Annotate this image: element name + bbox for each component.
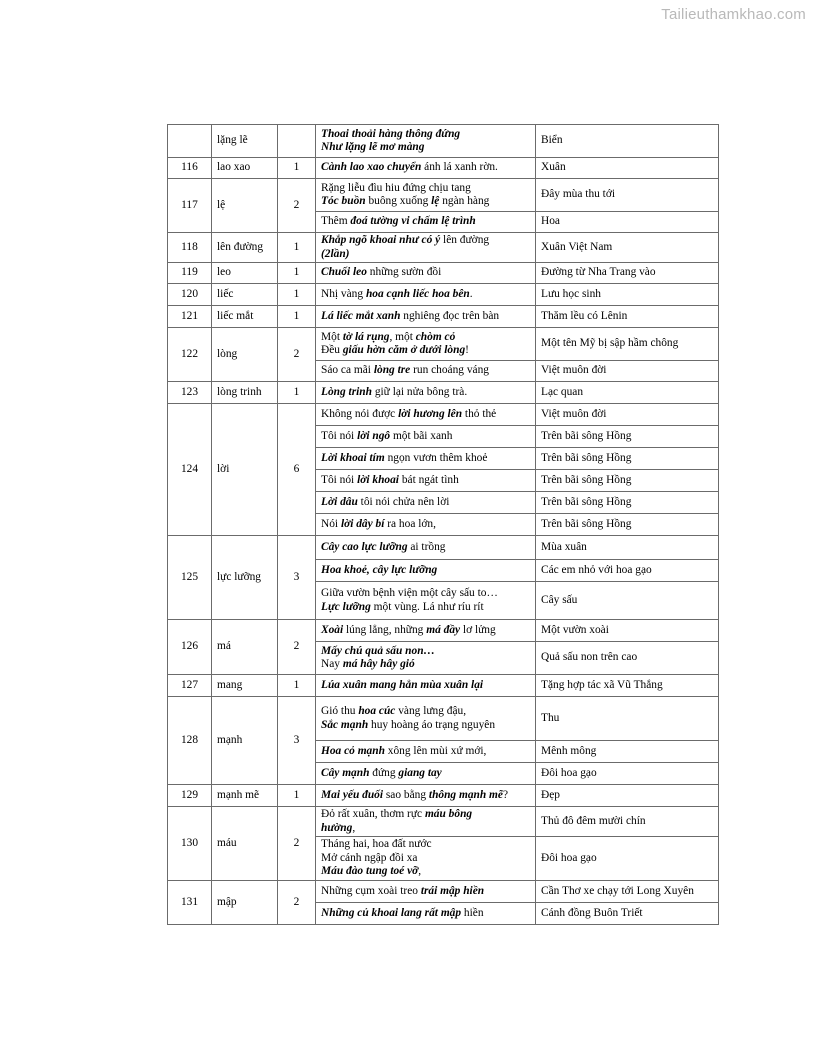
word-cell: lòng trinh [212,382,278,404]
emphasis-text: Máu đào tung toé vỡ [321,865,419,878]
example-cell [316,404,536,426]
table-row [168,306,719,328]
example-line [321,344,530,357]
example-cell [316,903,536,925]
source-cell: Biển [536,125,719,158]
example-cell [316,263,536,284]
example-cell [316,536,536,560]
plain-text: thỏ thẻ [462,407,497,420]
emphasis-text: Khắp ngõ khoai như có ý [321,234,441,247]
source-cell: Đôi hoa gạo [536,763,719,785]
example-line [321,310,530,323]
source-cell: Trên bãi sông Hồng [536,514,719,536]
emphasis-text: Xoài [321,623,344,636]
plain-text: một vùng. Lá như ríu rít [370,600,484,613]
word-cell: mang [212,675,278,697]
example-line [321,822,530,835]
plain-text: ! [465,344,469,356]
example-line [321,408,530,421]
word-cell: lên đường [212,233,278,263]
emphasis-text: Mai yếu đuối [321,788,384,801]
plain-text: bát ngát tình [398,473,459,486]
plain-text: Tôi nói [321,429,358,442]
source-cell: Đôi hoa gạo [536,837,719,881]
table-row [168,328,719,361]
example-line [321,141,530,154]
emphasis-text: máu bông [424,808,473,821]
count-cell: 1 [278,233,316,263]
emphasis-text: tờ lá rụng [342,330,390,343]
example-cell [316,620,536,642]
row-number: 120 [168,284,212,306]
emphasis-text: Cây mạnh [321,766,370,779]
plain-text: , [352,821,356,834]
plain-text: lơ lửng [460,623,496,636]
table-row [168,382,719,404]
example-line [321,885,530,898]
row-number: 123 [168,382,212,404]
example-line [321,331,530,344]
emphasis-text: Lúa xuân mang hẳn mùa xuân lại [321,678,484,691]
example-line [321,808,530,821]
example-line [321,288,530,301]
word-cell: lời [212,404,278,536]
source-cell: Mùa xuân [536,536,719,560]
plain-text: Đều [321,344,343,356]
source-cell: Trên bãi sông Hồng [536,470,719,492]
example-line [321,386,530,399]
emphasis-text: đoá tường vi chấm lệ trình [350,215,476,228]
emphasis-text: chòm cỏ [415,330,456,343]
source-cell: Thăm lều có Lênin [536,306,719,328]
example-line [321,161,530,174]
source-cell: Cần Thơ xe chạy tới Long Xuyên [536,881,719,903]
emphasis-text: Lòng trinh [321,385,372,398]
plain-text: xông lên mùi xứ mới, [384,744,487,757]
example-cell [316,675,536,697]
example-cell [316,763,536,785]
example-cell [316,284,536,306]
plain-text: Nay [321,658,343,670]
word-cell: lệ [212,179,278,233]
row-number: 118 [168,233,212,263]
plain-text: Một [321,330,343,343]
row-number: 131 [168,881,212,925]
count-cell: 2 [278,328,316,382]
emphasis-text: lòng tre [373,364,411,377]
emphasis-text: Hoa cỏ mạnh [321,744,385,757]
plain-text: nghiêng đọc trên bàn [400,309,500,322]
emphasis-text: má đầy [426,623,461,636]
example-cell [316,785,536,807]
example-cell [316,233,536,263]
example-line [321,865,530,878]
emphasis-text: giấu hờn căm ở dưới lòng [342,344,466,356]
example-cell [316,306,536,328]
table-row [168,620,719,642]
emphasis-text: Mấy chú quả sấu non… [321,644,435,657]
emphasis-text: Sắc mạnh [321,718,369,731]
example-cell [316,179,536,212]
example-line [321,474,530,487]
example-line [321,852,530,865]
example-line [321,745,530,758]
source-cell: Mênh mông [536,741,719,763]
example-line [321,587,530,600]
emphasis-text: lời khoai [357,473,399,486]
source-cell: Xuân [536,158,719,179]
plain-text: Không nói được [321,407,399,420]
example-cell [316,514,536,536]
example-line [321,767,530,780]
plain-text: Đỏ rất xuân, thơm rực [321,808,425,821]
count-cell: 1 [278,306,316,328]
count-cell: 3 [278,697,316,785]
example-cell [316,328,536,361]
count-cell: 1 [278,382,316,404]
plain-text: Sáo ca mãi [321,364,374,377]
example-cell [316,382,536,404]
example-cell [316,212,536,233]
source-cell: Xuân Việt Nam [536,233,719,263]
row-number: 125 [168,536,212,620]
count-cell: 1 [278,785,316,807]
example-cell [316,361,536,382]
plain-text: đứng [369,766,399,779]
example-line [321,564,530,577]
source-cell: Tặng hợp tác xã Vũ Thắng [536,675,719,697]
count-cell: 3 [278,536,316,620]
emphasis-text: lời hương lên [398,407,463,420]
source-cell: Đường từ Nha Trang vào [536,263,719,284]
emphasis-text: Thoai thoải hàng thông đứng [321,127,461,140]
emphasis-text: lời ngô [357,429,391,442]
row-number: 121 [168,306,212,328]
plain-text: tôi nói chửa nên lời [357,495,450,508]
row-number: 122 [168,328,212,382]
table-row [168,697,719,741]
row-number: 116 [168,158,212,179]
example-line [321,789,530,802]
word-cell: lòng [212,328,278,382]
row-number: 130 [168,807,212,881]
plain-text: , [418,865,422,878]
emphasis-text: (2lần) [321,247,350,260]
example-line [321,601,530,614]
plain-text: Tôi nói [321,473,358,486]
count-cell: 6 [278,404,316,536]
example-line [321,658,530,671]
emphasis-text: hoa cúc [358,705,396,718]
emphasis-text: giang tay [398,766,442,779]
example-line [321,452,530,465]
word-table [167,124,719,925]
plain-text: vàng lưng đậu, [395,705,467,718]
plain-text: ngàn hàng [439,195,490,207]
emphasis-text: Cây cao lực lưỡng [321,540,408,553]
row-number: 127 [168,675,212,697]
table-row [168,158,719,179]
emphasis-text: Cành lao xao chuyển [321,161,422,174]
example-cell [316,125,536,158]
plain-text: ? [502,788,509,801]
example-cell [316,881,536,903]
plain-text: ra hoa lớn, [384,517,436,530]
count-cell: 1 [278,675,316,697]
example-line [321,679,530,692]
count-cell: 1 [278,158,316,179]
example-cell [316,448,536,470]
plain-text: run choáng váng [410,364,489,377]
example-line [321,645,530,658]
emphasis-text: Lá liếc mắt xanh [321,309,401,322]
source-cell: Lưu học sinh [536,284,719,306]
plain-text: giữ lại nửa bông trà. [371,385,468,398]
row-number: 126 [168,620,212,675]
table-row [168,125,719,158]
example-cell [316,741,536,763]
example-cell [316,642,536,675]
source-cell: Trên bãi sông Hồng [536,448,719,470]
plain-text: Rặng liễu đìu hiu đứng chịu tang [321,181,471,194]
count-cell: 1 [278,263,316,284]
example-line [321,364,530,377]
source-cell: Cây sấu [536,582,719,620]
plain-text: lúng lẳng, những [343,623,427,636]
word-cell: mập [212,881,278,925]
plain-text: Những cụm xoài treo [321,884,421,897]
plain-text: sao bằng [383,788,429,801]
example-cell [316,837,536,881]
count-cell: 2 [278,881,316,925]
plain-text: ai trồng [407,540,446,553]
example-line [321,215,530,228]
source-cell: Việt muôn đời [536,404,719,426]
example-line [321,496,530,509]
word-cell: liếc [212,284,278,306]
row-number: 128 [168,697,212,785]
source-cell: Đây mùa thu tới [536,179,719,212]
plain-text: lên đường [440,234,490,247]
plain-text: , một [389,330,416,343]
example-line [321,248,530,261]
emphasis-text: trái mập hiền [420,884,485,897]
example-cell [316,158,536,179]
plain-text: Thêm [321,215,351,228]
word-cell: lặng lẽ [212,125,278,158]
emphasis-text: Chuối leo [321,266,367,279]
example-line [321,705,530,718]
example-line [321,541,530,554]
word-cell: má [212,620,278,675]
example-cell [316,582,536,620]
row-number: 124 [168,404,212,536]
plain-text: Mở cánh ngập đồi xa [321,851,418,864]
source-cell: Trên bãi sông Hồng [536,492,719,514]
table-row [168,807,719,837]
source-cell: Một vườn xoài [536,620,719,642]
count-cell: 2 [278,807,316,881]
example-line [321,518,530,531]
word-cell: mạnh mẽ [212,785,278,807]
emphasis-text: má hây hây gió [342,658,415,670]
example-line [321,128,530,141]
count-cell: 1 [278,284,316,306]
emphasis-text: Lời dâu [321,495,358,508]
word-cell: lao xao [212,158,278,179]
table-row [168,179,719,212]
source-cell: Quả sấu non trên cao [536,642,719,675]
count-cell: 2 [278,179,316,233]
plain-text: huy hoàng áo trạng nguyên [368,718,496,731]
source-cell: Trên bãi sông Hồng [536,426,719,448]
example-cell [316,492,536,514]
plain-text: Nói [321,517,341,530]
row-number [168,125,212,158]
word-cell: máu [212,807,278,881]
source-cell: Các em nhỏ với hoa gạo [536,560,719,582]
count-cell: 2 [278,620,316,675]
emphasis-text: lệ [431,195,440,207]
example-cell [316,426,536,448]
table-row [168,284,719,306]
example-line [321,624,530,637]
word-cell: mạnh [212,697,278,785]
source-cell: Lạc quan [536,382,719,404]
source-cell: Đẹp [536,785,719,807]
word-cell: leo [212,263,278,284]
source-cell: Hoa [536,212,719,233]
table-row [168,536,719,560]
plain-text: buông xuống [365,195,432,207]
example-cell [316,470,536,492]
row-number: 119 [168,263,212,284]
emphasis-text: thông mạnh mẽ [428,788,503,801]
example-line [321,719,530,732]
source-cell: Một tên Mỹ bị sập hầm chông [536,328,719,361]
table-row [168,233,719,263]
plain-text: Nhị vàng [321,287,366,300]
emphasis-text: hoa cạnh liếc hoa bên [365,287,470,300]
emphasis-text: hường [321,821,353,834]
watermark: Tailieuthamkhao.com [661,6,806,23]
plain-text: Gió thu [321,705,359,718]
emphasis-text: lời dây bí [340,517,385,530]
example-line [321,195,530,208]
source-cell: Thu [536,697,719,741]
example-line [321,234,530,247]
emphasis-text: Những củ khoai lang rất mập [321,906,462,919]
plain-text: Tháng hai, hoa đất nước [321,838,432,851]
example-cell [316,560,536,582]
plain-text: hiền [461,906,484,919]
table-row [168,785,719,807]
table-row [168,881,719,903]
plain-text: một bãi xanh [390,429,453,442]
table-row [168,404,719,426]
row-number: 117 [168,179,212,233]
word-cell: lực lưỡng [212,536,278,620]
table-row [168,263,719,284]
emphasis-text: Lực lưỡng [321,600,371,613]
emphasis-text: Như lặng lẽ mơ màng [321,141,425,153]
example-cell [316,807,536,837]
emphasis-text: Lời khoai tím [321,451,385,464]
example-cell [316,697,536,741]
example-line [321,182,530,195]
example-line [321,430,530,443]
example-line [321,907,530,920]
row-number: 129 [168,785,212,807]
plain-text: . [469,287,473,300]
source-cell: Việt muôn đời [536,361,719,382]
emphasis-text: Tóc buồn [321,195,366,207]
plain-text: ngọn vươn thêm khoẻ [384,451,488,464]
plain-text: những sườn đồi [366,266,442,279]
example-line [321,838,530,851]
word-cell: liếc mắt [212,306,278,328]
emphasis-text: Hoa khoẻ, cây lực lưỡng [321,563,438,576]
plain-text: Giữa vườn bệnh viện một cây sấu to… [321,587,498,600]
source-cell: Thủ đô đêm mười chín [536,807,719,837]
plain-text: ánh lá xanh rờn. [421,161,498,174]
source-cell: Cánh đồng Buôn Triết [536,903,719,925]
count-cell [278,125,316,158]
example-line [321,266,530,279]
table-row [168,675,719,697]
